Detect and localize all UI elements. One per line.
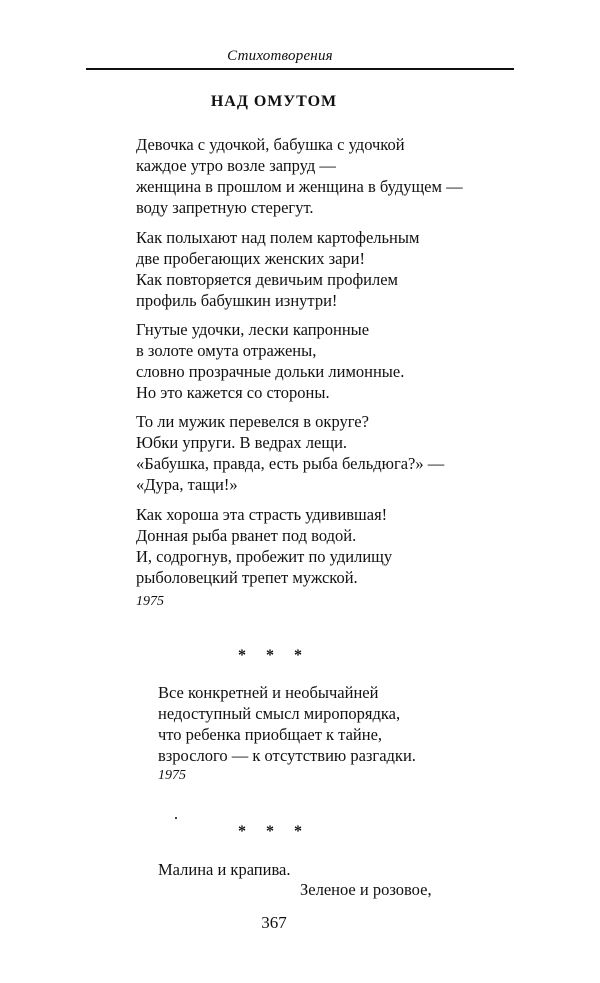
poem-line: в золоте омута отражены,: [136, 341, 317, 360]
poem-line: Но это кажется со стороны.: [136, 383, 330, 402]
stanza-1: [136, 134, 463, 218]
poem-line: Донная рыба рванет под водой.: [136, 526, 357, 545]
stanza-2: [136, 227, 419, 311]
section-asterism: * * *: [238, 823, 310, 840]
poem-line: Как полыхают над полем картофельным: [136, 228, 420, 247]
poem2-stanza: [158, 682, 416, 766]
running-header: Стихотворения: [227, 48, 333, 64]
header-rule: [86, 68, 514, 70]
poem-line: Гнутые удочки, лески капронные: [136, 320, 370, 339]
section-asterism: * * *: [238, 647, 310, 664]
stanza-4: [136, 411, 444, 495]
poem-year: 1975: [136, 594, 164, 609]
poem-line: То ли мужик перевелся в округе?: [136, 412, 369, 431]
stanza-3: [136, 319, 404, 403]
print-speck: [175, 817, 177, 819]
poem-line-indented: Зеленое и розовое,: [300, 880, 432, 899]
poem-line: взрослого — к отсутствию разгадки.: [158, 746, 416, 765]
poem-line: Юбки упруги. В ведрах лещи.: [136, 433, 348, 452]
poem-line: Малина и крапива.: [158, 860, 291, 879]
poem-line: «Дура, тащи!»: [136, 475, 238, 494]
poem-year: 1975: [158, 768, 186, 783]
page-number: 367: [261, 913, 287, 932]
poem-line: рыболовецкий трепет мужской.: [136, 568, 358, 587]
poem-line: Все конкретней и необычайней: [158, 683, 379, 702]
poem-title: НАД ОМУТОМ: [210, 93, 338, 110]
poem-line: Как повторяется девичьим профилем: [136, 270, 398, 289]
poem-line: что ребенка приобщает к тайне,: [158, 725, 383, 744]
poem-line: профиль бабушкин изнутри!: [136, 291, 338, 310]
stanza-5: [136, 504, 392, 588]
poem-line: две пробегающих женских зари!: [136, 249, 365, 268]
poem-line: Как хороша эта страсть удивившая!: [136, 505, 388, 524]
poem-line: женщина в прошлом и женщина в будущем —: [136, 177, 463, 196]
poem-line: воду запретную стерегут.: [136, 198, 314, 217]
poem-line: «Бабушка, правда, есть рыба бельдюга?» —: [136, 454, 445, 473]
poem-line: И, содрогнув, пробежит по удилищу: [136, 547, 393, 566]
poem-line: словно прозрачные дольки лимонные.: [136, 362, 405, 381]
poem3-stanza: [158, 859, 291, 880]
poem-line: Девочка с удочкой, бабушка с удочкой: [136, 135, 405, 154]
poem-line: каждое утро возле запруд —: [136, 156, 336, 175]
poem-line: недоступный смысл миропорядка,: [158, 704, 401, 723]
